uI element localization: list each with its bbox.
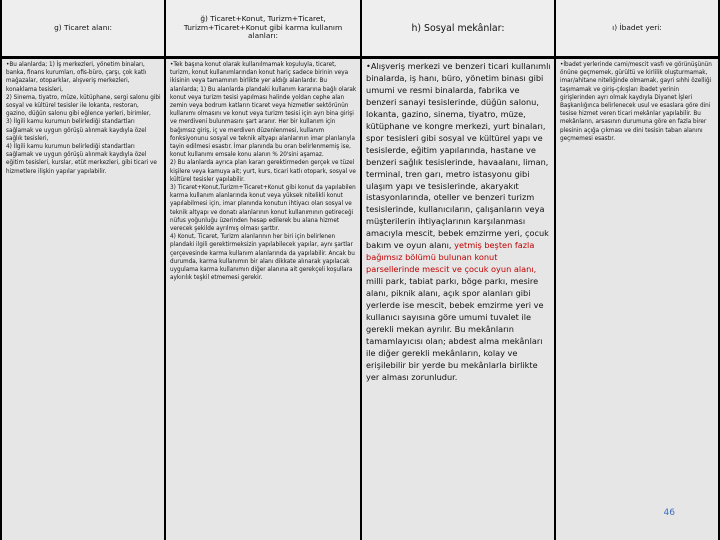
heading-karma-kullanim: ğ) Ticaret+Konut, Turizm+Ticaret, Turizm+Ticaret+Konut gibi karma kullanım alanları: [183, 13, 343, 41]
column-heading [362, 0, 554, 59]
column-heading [166, 0, 360, 59]
paragraph-sosyal-mekanlar [366, 61, 551, 384]
column-ibadet-yeri [556, 0, 718, 540]
heading-ticaret-alani: g) Ticaret alanı: [54, 22, 112, 32]
column-ticaret-alani [2, 0, 164, 540]
highlighted-text: yetmiş beşten fazla bağımsız bölümü bulunan konut parsellerinde mescit ve çocuk oyun alanı, [366, 240, 537, 275]
column-body [362, 59, 554, 540]
column-karma-kullanim [166, 0, 360, 540]
page-number: 46 [663, 508, 675, 518]
paragraph-karma-kullanim: •Tek başına konut olarak kullanılmamak koşuluyla, ticaret, turizm, konut kullanımlarından konut hariç sadece birinin veya ikisinin veya tamamının birlikte yer aldığı alanlardır. Bu alanlarda; 1) Bu alanlarda plandaki kullanım kararına bağlı olarak konut veya turizm tesisi yapılması halinde yoldan cephe alan zemin veya bodrum katların ticaret veya hizmetler sektörünün kullanımı olmasını ve konut veya turizm tesisi için ayrı bina girişi ve merdiveni bulunmasını şart aranır. Her bir kullanım için bağımsız giriş, iç ve merdiven düzenlenmesi, kullanım fonksiyonunu sosyal ve teknik altyapı alanlarının imar planlarıyla tayin edilmesi esastır. İmar planında bu oran belirlenmemiş ise, konut kullanımı emsale konu alanın % 20'sini aşamaz. 2) Bu alanlarda ayrıca plan kararı gerektirmeden gerçek ve tüzel kişilere veya kamuya ait; yurt, kurs, ticari katlı otopark, sosyal ve kültürel tesisler yapılabilir. 3) Ticaret+Konut,Turizm+Ticaret+Konut gibi konut da yapılabilen karma kullanım alanlarında konut veya yüksek nitelikli konut yapılabilmesi için, imar planında konutun ihtiyacı olan sosyal ve teknik altyapı ve donatı alanlarının konut kullanımının getireceği nüfus yoğunluğu üzerinden hesap edilerek bu alana hizmet verecek şekilde ayrılmış olması şarttır. 4) Konut, Ticaret, Turizm alanlarının her biri için belirlenen plandaki ilgili gerektirmeksizin yapılabilecek yapılar, aynı şartlar çerçevesinde karma kullanım alanlarında da yapılabilir. Ancak bu durumda, karma kullanımın bir alanı dikkate alınarak yapılacak uygulama karma kullanımın diğer alanına ait gerekçeli koşullara aykırılık teşkil etmemesi gerekir. [170, 62, 357, 282]
column-heading [556, 0, 718, 59]
column-sosyal-mekanlar [362, 0, 554, 540]
column-body [2, 59, 164, 540]
paragraph-ibadet-yeri: •İbadet yerlerinde cami/mescit vasfı ve görünüşünün önüne geçmemek, gürültü ve kirlilik oluşturmamak, imar/ahitane niteliğinde olmamak, gayri sıhhi özelliği taşımamak ve giriş-çıkışları ibadet yerinin girişlerinden ayrı olmak kaydıyla Diyanet İşleri Başkanlığınca belirlenecek usul ve esaslara göre dini tesise hizmet veren ticari mekânlar yapılabilir. Bu mekânların, arsasının durumuna göre en fazla birer plesinin açığa çıkması ve dini tesisin taban alanını geçmemesi esastır. [560, 62, 712, 142]
heading-sosyal-mekanlar: h) Sosyal mekânlar: [411, 22, 505, 34]
text-after-highlight: milli park, tabiat parkı, böge parkı, mesire alanı, piknik alanı, açık spor alanları gibi yerlerde ise mescit, bebek emzirme yeri ve kullanıcı sayısına göre umumi tuvalet ile gerekli mekan ayrılır. Bu mekânların tamamlayıcısı olan; abdest alma mekânları ile diğer gerekli mekânların, kolay ve erişilebilir bir yerde bu mekânlarla birlikte yer alması zorunludur. [366, 276, 544, 382]
text-before-highlight: •Alışveriş merkezi ve benzeri ticari kullanımlı binalarda, iş hanı, büro, yönetim binası gibi umumi ve resmi binalarda, fabrika ve benzeri sanayi tesislerinde, düğün salonu, lokanta, gazino, sinema, tiyatro, müze, kütüphane ve kongre merkezi, yurt binaları, spor tesisleri gibi sosyal ve kültürel yapı ve tesislerde, eğitim yapılarında, hastane ve benzeri sağlık tesislerinde, havaalanı, liman, terminal, tren garı, metro istasyonu gibi ulaşım yapı ve tesislerinde, akaryakıt istasyonlarında, oteller ve benzeri turizm tesislerinde, kullanıcıların, çalışanların veya müşterilerin ihtiyaçlarının karşılanması amacıyla mescit, bebek emzirme yeri, çocuk bakım ve oyun alanı, [366, 61, 551, 251]
column-body [166, 59, 360, 540]
heading-ibadet-yeri: ı) İbadet yeri: [612, 22, 662, 32]
column-heading [2, 0, 164, 59]
column-body [556, 59, 718, 540]
paragraph-ticaret-alani: •Bu alanlarda; 1) İş merkezleri, yönetim binaları, banka, finans kurumları, ofis-büro, çarşı, çok katlı mağazalar, otoparklar, alışveriş merkezleri, konaklama tesisleri, 2) Sinema, tiyatro, müze, kütüphane, sergi salonu gibi sosyal ve kültürel tesisler ile lokanta, restoran, gazino, düğün salonu gibi eğlence yerleri, birimler, 3) İlgili kamu kurumun belirlediği standartları sağlamak ve uygun görüşü alınmak kaydıyla özel sağlık tesisleri, 4) İlgili kamu kurumun belirlediği standartları sağlamak ve uygun görüşü alınmak kaydıyla özel eğitim tesisleri, kurslar, etüt merkezleri, gibi ticari ve hizmetlere ilişkin yapılar yapılabilir. [6, 62, 161, 175]
